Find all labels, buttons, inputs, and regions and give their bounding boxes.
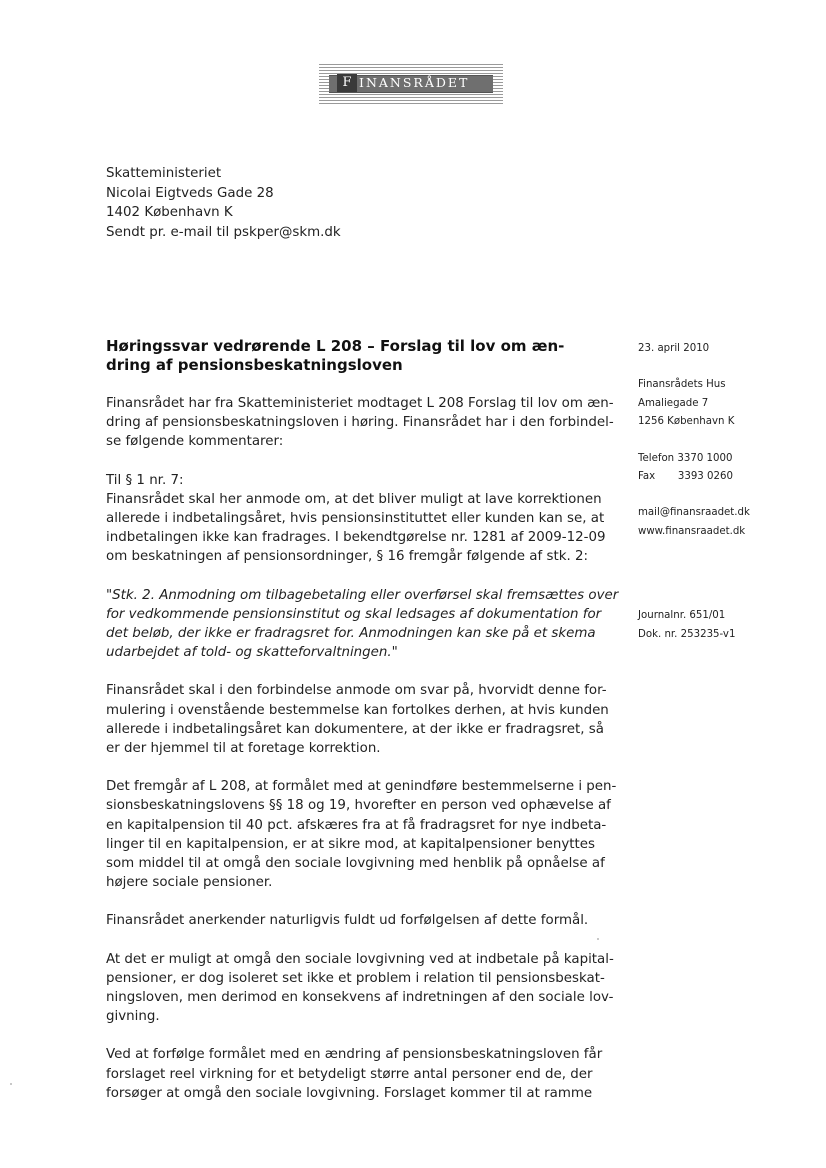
- text-line: Finansrådet skal her anmode om, at det bliver muligt at lave korrektionen: [106, 491, 602, 507]
- sender-city: 1256 København K: [638, 416, 735, 428]
- text-line: allerede i indbetalingsåret kan dokumentere, at der ikke er fradragsret, så: [106, 721, 604, 737]
- recipient-sent-line: Sendt pr. e-mail til pskper@skm.dk: [106, 224, 341, 240]
- text-line: indbetalingen ikke kan fradrages. I bekendtgørelse nr. 1281 af 2009-12-09: [106, 530, 606, 546]
- sender-email[interactable]: mail@finansraadet.dk: [638, 507, 750, 519]
- text-line: det beløb, der ikke er fradragsret for. Anmodningen kan ske på et skema: [106, 626, 596, 642]
- letter-date: 23. april 2010: [638, 343, 710, 354]
- text-line: Ved at forfølge formålet med en ændring af pensionsbeskatningsloven får: [106, 1047, 603, 1063]
- text-line: allerede i indbetalingsåret, hvis pensionsinstituttet eller kunden kan se, at: [106, 511, 605, 527]
- title-line-1: Høringssvar vedrørende L 208 – Forslag til lov om æn-: [106, 337, 565, 355]
- text-line: dring af pensionsbeskatningsloven i høring. Finansrådet har i den forbindel-: [106, 415, 614, 431]
- document-number: Dok. nr. 253235-v1: [638, 628, 736, 640]
- paragraph-circumvention: [106, 950, 626, 1027]
- text-line: højere sociale pensioner.: [106, 875, 273, 891]
- scan-speck: [10, 1083, 12, 1085]
- text-line: At det er muligt at omgå den sociale lovgivning ved at indbetale på kapital-: [106, 951, 614, 967]
- text-line: Til § 1 nr. 7:: [106, 472, 184, 488]
- text-line: udarbejdet af told- og skatteforvaltningen.": [106, 645, 398, 661]
- recipient-name: Skatteministeriet: [106, 166, 222, 181]
- paragraph-interpretation: [106, 681, 626, 758]
- text-line: mulering i ovenstående bestemmelse kan fortolkes derhen, at hvis kunden: [106, 702, 609, 718]
- scan-speck: [597, 938, 599, 940]
- text-line: sionsbeskatningslovens §§ 18 og 19, hvorefter en person ved ophævelse af: [106, 798, 611, 814]
- journal-number: Journalnr. 651/01: [638, 610, 726, 622]
- quoted-regulation: [106, 586, 626, 663]
- sender-fax: Fax 3393 0260: [638, 471, 733, 483]
- sender-sidebar: [638, 340, 750, 644]
- text-line: som middel til at omgå den sociale lovgivning med henblik på opnåelse af: [106, 856, 605, 872]
- text-line: ningsloven, men derimod en konsekvens af indretningen af den sociale lov-: [106, 990, 614, 1006]
- text-line: se følgende kommentarer:: [106, 434, 284, 450]
- sender-phone: Telefon 3370 1000: [638, 452, 733, 464]
- title-line-2: dring af pensionsbeskatningsloven: [106, 356, 403, 374]
- recipient-address: [106, 164, 341, 242]
- text-line: om beskatningen af pensionsordninger, § 16 fremgår følgende af stk. 2:: [106, 549, 588, 565]
- logo-initial: F: [337, 74, 357, 92]
- text-line: Det fremgår af L 208, at formålet med at genindføre bestemmelserne i pen-: [106, 779, 617, 795]
- paragraph-intro: [106, 394, 626, 452]
- text-line: er der hjemmel til at foretage korrektion.: [106, 741, 381, 757]
- text-line: linger til en kapitalpension, er at sikre mod, at kapitalpensioner benyttes: [106, 836, 596, 852]
- letter-body: [106, 394, 626, 1122]
- text-line: forslaget reel virkning for et betydeligt større antal personer end de, der: [106, 1066, 593, 1082]
- letter-title: [106, 337, 626, 375]
- text-line: givning.: [106, 1009, 160, 1025]
- paragraph-acknowledgement: [106, 911, 626, 930]
- paragraph-consequence: [106, 1045, 626, 1103]
- paragraph-request: [106, 490, 626, 567]
- text-line: Finansrådet har fra Skatteministeriet modtaget L 208 Forslag til lov om æn-: [106, 396, 614, 411]
- text-line: Finansrådet anerkender naturligvis fuldt ud forfølgelsen af dette formål.: [106, 913, 589, 929]
- finansraadet-logo: [319, 62, 503, 104]
- text-line: forsøger at omgå den sociale lovgivning. Forslaget kommer til at ramme: [106, 1085, 593, 1101]
- sender-website[interactable]: www.finansraadet.dk: [638, 525, 746, 537]
- text-line: en kapitalpension til 40 pct. afskæres fra at få fradragsret for nye indbeta-: [106, 817, 607, 833]
- text-line: for vedkommende pensionsinstitut og skal ledsages af dokumentation for: [106, 606, 602, 622]
- logo-wordmark: INANSRÅDET: [359, 75, 470, 90]
- text-line: Finansrådet skal i den forbindelse anmode om svar på, hvorvidt denne for-: [106, 683, 607, 699]
- section-heading: [106, 471, 626, 490]
- text-line: "Stk. 2. Anmodning om tilbagebetaling eller overførsel skal fremsættes over: [106, 587, 619, 603]
- recipient-city: 1402 København K: [106, 205, 233, 221]
- recipient-street: Nicolai Eigtveds Gade 28: [106, 185, 274, 201]
- text-line: pensioner, er dog isoleret set ikke et problem i relation til pensionsbeskat-: [106, 970, 605, 986]
- paragraph-purpose: [106, 777, 626, 892]
- sender-org: Finansrådets Hus: [638, 379, 726, 391]
- sender-street: Amaliegade 7: [638, 397, 709, 409]
